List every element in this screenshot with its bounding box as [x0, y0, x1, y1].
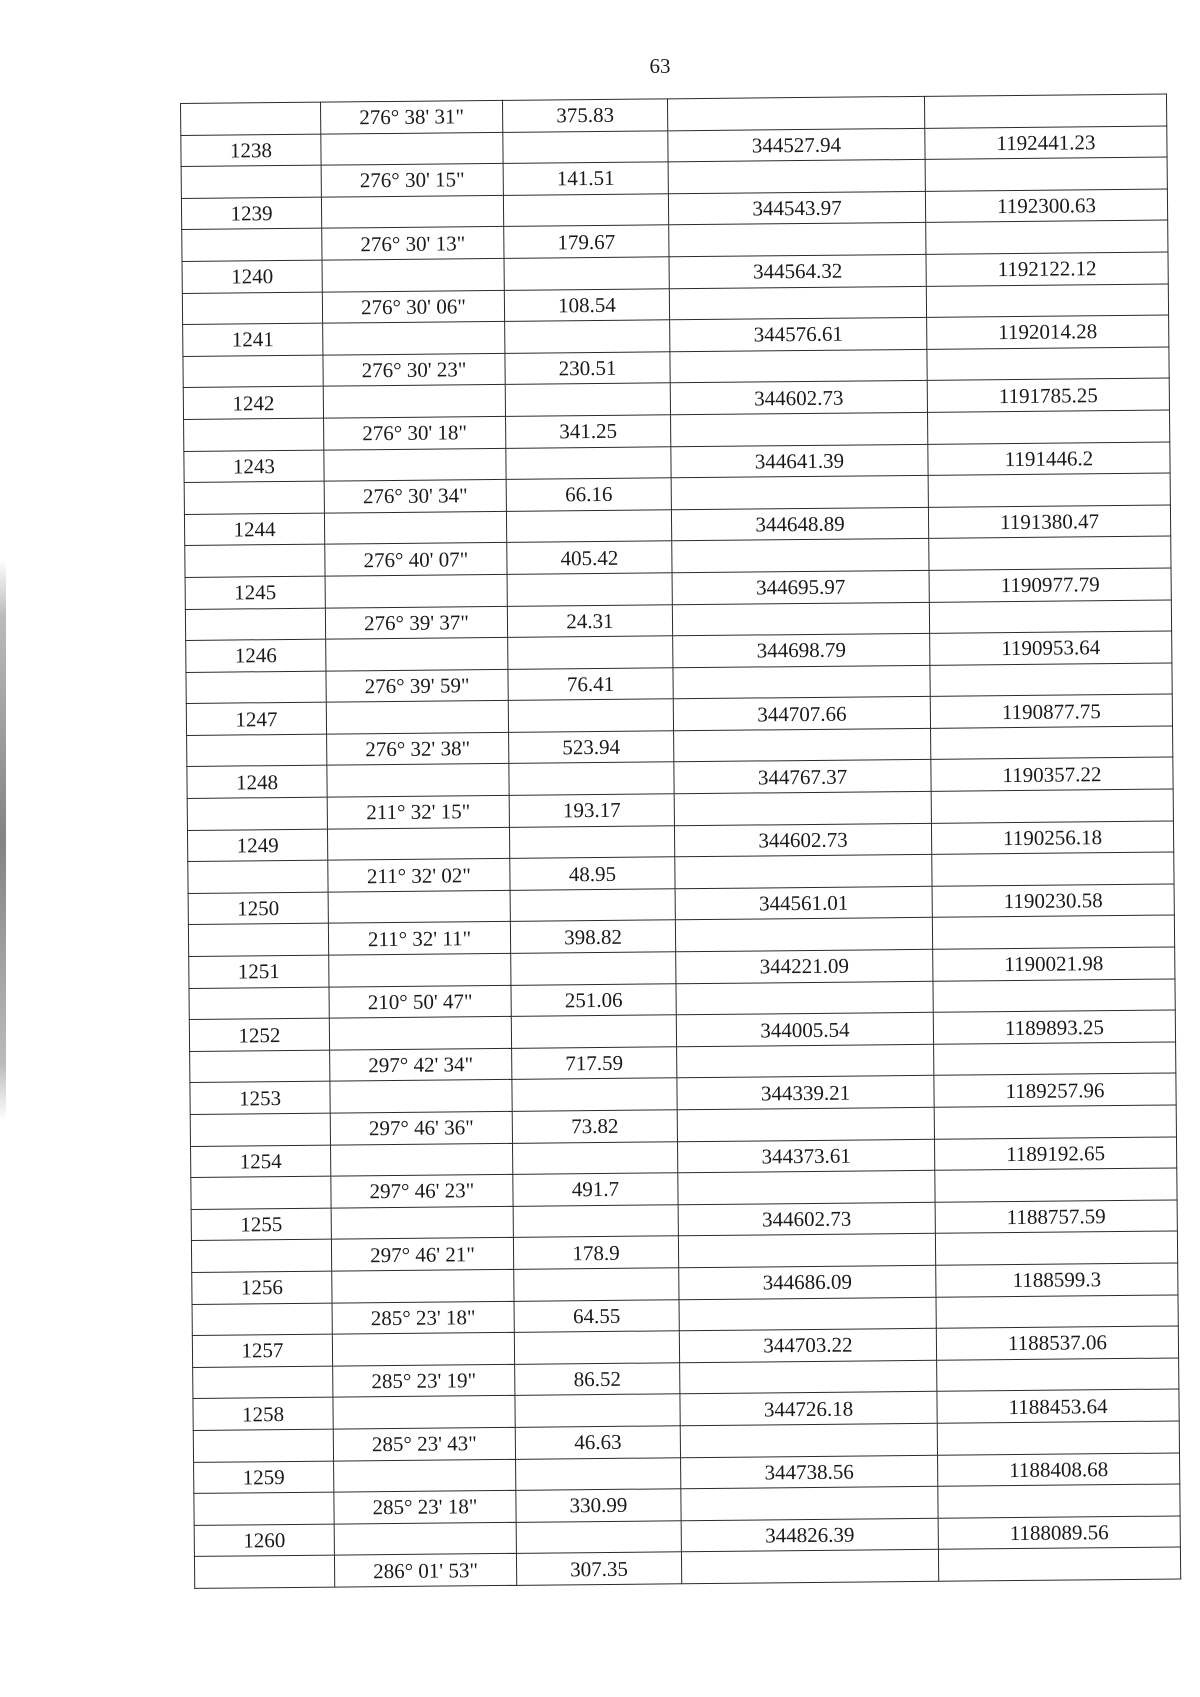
- easting-cell: [928, 410, 1170, 444]
- northing-cell: 344686.09: [679, 1265, 936, 1299]
- point-id-cell: 1251: [189, 955, 329, 988]
- distance-cell: 141.51: [503, 162, 668, 195]
- scan-edge-shadow: [0, 560, 6, 1120]
- survey-traverse-table: [180, 94, 1181, 1589]
- bearing-cell: [332, 1269, 514, 1302]
- bearing-cell: 276° 38' 31": [320, 100, 502, 133]
- bearing-cell: [324, 448, 506, 481]
- northing-cell: 344005.54: [676, 1013, 933, 1047]
- northing-cell: 344543.97: [668, 191, 925, 225]
- northing-cell: 344602.73: [670, 381, 927, 415]
- point-id-cell: 1244: [184, 513, 324, 546]
- easting-cell: 1190977.79: [929, 568, 1171, 602]
- northing-cell: [671, 475, 928, 509]
- bearing-cell: [331, 1143, 513, 1176]
- northing-cell: 344726.18: [680, 1392, 937, 1426]
- point-id-cell: 1240: [182, 260, 322, 293]
- easting-cell: [929, 600, 1171, 634]
- bearing-cell: 285° 23' 19": [333, 1364, 515, 1397]
- easting-cell: [938, 1547, 1180, 1581]
- easting-cell: 1190230.58: [932, 884, 1174, 918]
- point-cell: [187, 797, 327, 830]
- bearing-cell: [324, 511, 506, 544]
- bearing-cell: 276° 30' 06": [322, 290, 504, 323]
- bearing-cell: 297° 46' 36": [330, 1111, 512, 1144]
- easting-cell: [931, 726, 1173, 760]
- distance-cell: 523.94: [509, 731, 674, 764]
- distance-cell: [509, 825, 674, 858]
- point-cell: [189, 987, 329, 1020]
- northing-cell: [678, 1234, 935, 1268]
- easting-cell: [937, 1358, 1179, 1392]
- bearing-cell: [331, 1206, 513, 1239]
- easting-cell: [936, 1295, 1178, 1329]
- bearing-cell: [332, 1333, 514, 1366]
- bearing-cell: [322, 258, 504, 291]
- distance-cell: [516, 1520, 681, 1553]
- point-id-cell: 1248: [187, 766, 327, 799]
- distance-cell: 375.83: [502, 99, 667, 132]
- northing-cell: 344698.79: [673, 633, 930, 667]
- table-body: [181, 94, 1181, 1588]
- bearing-cell: 276° 30' 23": [323, 353, 505, 386]
- easting-cell: [934, 1105, 1176, 1139]
- bearing-cell: [323, 385, 505, 418]
- distance-cell: 64.55: [514, 1299, 679, 1332]
- northing-cell: 344648.89: [671, 507, 928, 541]
- distance-cell: [511, 952, 676, 985]
- northing-cell: 344695.97: [672, 570, 929, 604]
- easting-cell: 1191446.2: [928, 442, 1170, 476]
- easting-cell: 1191785.25: [927, 378, 1169, 412]
- northing-cell: 344564.32: [669, 254, 926, 288]
- point-id-cell: 1250: [188, 892, 328, 925]
- bearing-cell: [334, 1459, 516, 1492]
- bearing-cell: 210° 50' 47": [329, 985, 511, 1018]
- bearing-cell: 276° 32' 38": [327, 732, 509, 765]
- distance-cell: [503, 130, 668, 163]
- easting-cell: [931, 789, 1173, 823]
- northing-cell: [667, 96, 924, 130]
- northing-cell: [677, 1107, 934, 1141]
- easting-cell: 1189192.65: [934, 1137, 1176, 1171]
- bearing-cell: [326, 637, 508, 670]
- easting-cell: 1192300.63: [925, 189, 1167, 223]
- easting-cell: [930, 663, 1172, 697]
- northing-cell: [673, 665, 930, 699]
- northing-cell: [668, 160, 925, 194]
- easting-cell: 1190357.22: [931, 757, 1173, 791]
- northing-cell: [680, 1360, 937, 1394]
- easting-cell: [925, 157, 1167, 191]
- distance-cell: 46.63: [515, 1426, 680, 1459]
- easting-cell: 1191380.47: [928, 505, 1170, 539]
- northing-cell: [675, 855, 932, 889]
- northing-cell: 344602.73: [674, 823, 931, 857]
- easting-cell: 1192014.28: [927, 315, 1169, 349]
- bearing-cell: 211° 32' 15": [327, 795, 509, 828]
- distance-cell: [506, 446, 671, 479]
- easting-cell: [933, 979, 1175, 1013]
- easting-cell: [935, 1231, 1177, 1265]
- easting-cell: 1190877.75: [930, 694, 1172, 728]
- point-cell: [181, 102, 321, 135]
- easting-cell: 1190953.64: [930, 631, 1172, 665]
- distance-cell: [512, 1078, 677, 1111]
- northing-cell: 344221.09: [676, 949, 933, 983]
- easting-cell: 1188089.56: [938, 1516, 1180, 1550]
- bearing-cell: [333, 1396, 515, 1429]
- point-id-cell: 1243: [184, 450, 324, 483]
- distance-cell: [515, 1394, 680, 1427]
- bearing-cell: [327, 827, 509, 860]
- easting-cell: [932, 852, 1174, 886]
- distance-cell: 179.67: [504, 225, 669, 258]
- easting-cell: 1188537.06: [936, 1326, 1178, 1360]
- distance-cell: [507, 573, 672, 606]
- bearing-cell: [321, 195, 503, 228]
- easting-cell: [932, 915, 1174, 949]
- bearing-cell: 276° 30' 13": [322, 227, 504, 260]
- easting-cell: [929, 536, 1171, 570]
- point-cell: [182, 229, 322, 262]
- page-number: 63: [649, 54, 671, 78]
- point-id-cell: 1254: [191, 1145, 331, 1178]
- northing-cell: [679, 1297, 936, 1331]
- point-cell: [183, 355, 323, 388]
- point-id-cell: 1238: [181, 134, 321, 167]
- bearing-cell: [329, 1017, 511, 1050]
- easting-cell: [934, 1042, 1176, 1076]
- northing-cell: [681, 1550, 938, 1584]
- point-cell: [186, 671, 326, 704]
- northing-cell: 344826.39: [681, 1518, 938, 1552]
- point-cell: [191, 1239, 331, 1272]
- point-cell: [190, 1113, 330, 1146]
- point-cell: [182, 292, 322, 325]
- bearing-cell: 276° 30' 15": [321, 164, 503, 197]
- distance-cell: 76.41: [508, 667, 673, 700]
- distance-cell: [503, 194, 668, 227]
- bearing-cell: 276° 30' 18": [324, 416, 506, 449]
- northing-cell: [669, 223, 926, 257]
- northing-cell: 344561.01: [675, 886, 932, 920]
- bearing-cell: 285° 23' 18": [332, 1301, 514, 1334]
- easting-cell: [924, 94, 1166, 128]
- distance-cell: [510, 889, 675, 922]
- distance-cell: 48.95: [510, 857, 675, 890]
- point-id-cell: 1249: [187, 829, 327, 862]
- bearing-cell: [330, 1080, 512, 1113]
- northing-cell: [674, 728, 931, 762]
- easting-cell: 1190021.98: [933, 947, 1175, 981]
- bearing-cell: 276° 39' 59": [326, 669, 508, 702]
- bearing-cell: 211° 32' 11": [328, 922, 510, 955]
- point-id-cell: 1257: [192, 1334, 332, 1367]
- bearing-cell: 297° 46' 23": [331, 1175, 513, 1208]
- point-cell: [185, 544, 325, 577]
- distance-cell: 251.06: [511, 983, 676, 1016]
- northing-cell: [670, 349, 927, 383]
- northing-cell: [680, 1423, 937, 1457]
- point-id-cell: 1260: [194, 1524, 334, 1557]
- point-id-cell: 1242: [183, 386, 323, 419]
- point-id-cell: 1241: [183, 323, 323, 356]
- bearing-cell: 297° 46' 21": [331, 1238, 513, 1271]
- point-id-cell: 1245: [185, 576, 325, 609]
- northing-cell: [669, 286, 926, 320]
- northing-cell: [676, 981, 933, 1015]
- point-cell: [188, 924, 328, 957]
- point-id-cell: 1247: [186, 702, 326, 735]
- bearing-cell: [325, 574, 507, 607]
- point-cell: [181, 165, 321, 198]
- easting-cell: [935, 1168, 1177, 1202]
- easting-cell: 1189893.25: [933, 1010, 1175, 1044]
- bearing-cell: [321, 132, 503, 165]
- northing-cell: 344602.73: [678, 1202, 935, 1236]
- northing-cell: [681, 1486, 938, 1520]
- northing-cell: 344703.22: [679, 1328, 936, 1362]
- point-id-cell: 1252: [189, 1018, 329, 1051]
- northing-cell: [675, 918, 932, 952]
- point-cell: [192, 1303, 332, 1336]
- point-cell: [193, 1366, 333, 1399]
- distance-cell: 398.82: [510, 920, 675, 953]
- distance-cell: [512, 1141, 677, 1174]
- northing-cell: [672, 602, 929, 636]
- point-id-cell: 1256: [192, 1271, 332, 1304]
- distance-cell: [508, 636, 673, 669]
- distance-cell: [509, 762, 674, 795]
- point-id-cell: 1258: [193, 1397, 333, 1430]
- bearing-cell: 297° 42' 34": [330, 1048, 512, 1081]
- distance-cell: 66.16: [506, 478, 671, 511]
- point-cell: [194, 1555, 334, 1588]
- easting-cell: [938, 1484, 1180, 1518]
- easting-cell: 1192122.12: [926, 252, 1168, 286]
- distance-cell: 193.17: [509, 794, 674, 827]
- northing-cell: 344339.21: [677, 1076, 934, 1110]
- bearing-cell: [329, 953, 511, 986]
- point-cell: [193, 1429, 333, 1462]
- bearing-cell: [328, 890, 510, 923]
- distance-cell: 307.35: [516, 1552, 681, 1585]
- easting-cell: 1188453.64: [937, 1389, 1179, 1423]
- point-cell: [184, 481, 324, 514]
- distance-cell: [505, 383, 670, 416]
- northing-cell: [671, 412, 928, 446]
- easting-cell: [927, 347, 1169, 381]
- point-cell: [185, 608, 325, 641]
- bearing-cell: [334, 1522, 516, 1555]
- point-id-cell: 1253: [190, 1082, 330, 1115]
- northing-cell: 344767.37: [674, 760, 931, 794]
- bearing-cell: 276° 30' 34": [324, 480, 506, 513]
- distance-cell: [508, 699, 673, 732]
- distance-cell: 230.51: [505, 352, 670, 385]
- distance-cell: 717.59: [512, 1047, 677, 1080]
- distance-cell: [505, 320, 670, 353]
- easting-cell: [928, 473, 1170, 507]
- point-id-cell: 1246: [186, 639, 326, 672]
- point-cell: [190, 1050, 330, 1083]
- northing-cell: 344576.61: [670, 317, 927, 351]
- easting-cell: 1189257.96: [934, 1073, 1176, 1107]
- point-cell: [191, 1176, 331, 1209]
- distance-cell: 24.31: [507, 604, 672, 637]
- bearing-cell: [327, 764, 509, 797]
- distance-cell: 405.42: [507, 541, 672, 574]
- easting-cell: [926, 284, 1168, 318]
- distance-cell: [516, 1457, 681, 1490]
- distance-cell: 330.99: [516, 1489, 681, 1522]
- bearing-cell: 276° 40' 07": [325, 543, 507, 576]
- northing-cell: [678, 1170, 935, 1204]
- distance-cell: 341.25: [506, 415, 671, 448]
- point-cell: [188, 860, 328, 893]
- easting-cell: 1188599.3: [936, 1263, 1178, 1297]
- distance-cell: 108.54: [504, 288, 669, 321]
- northing-cell: [672, 539, 929, 573]
- bearing-cell: 285° 23' 43": [333, 1427, 515, 1460]
- easting-cell: 1188757.59: [935, 1200, 1177, 1234]
- distance-cell: 86.52: [515, 1363, 680, 1396]
- distance-cell: [513, 1205, 678, 1238]
- distance-cell: [514, 1331, 679, 1364]
- easting-cell: 1192441.23: [925, 126, 1167, 160]
- easting-cell: [937, 1421, 1179, 1455]
- distance-cell: 178.9: [513, 1236, 678, 1269]
- northing-cell: 344527.94: [668, 128, 925, 162]
- distance-cell: [511, 1015, 676, 1048]
- northing-cell: 344738.56: [681, 1455, 938, 1489]
- point-id-cell: 1255: [191, 1208, 331, 1241]
- point-id-cell: 1259: [194, 1461, 334, 1494]
- northing-cell: 344373.61: [677, 1139, 934, 1173]
- easting-cell: 1190256.18: [931, 821, 1173, 855]
- bearing-cell: 211° 32' 02": [328, 859, 510, 892]
- northing-cell: [674, 791, 931, 825]
- northing-cell: 344707.66: [673, 697, 930, 731]
- distance-cell: [506, 510, 671, 543]
- distance-cell: 73.82: [512, 1110, 677, 1143]
- easting-cell: 1188408.68: [938, 1452, 1180, 1486]
- bearing-cell: 276° 39' 37": [325, 606, 507, 639]
- bearing-cell: 286° 01' 53": [334, 1554, 516, 1587]
- point-cell: [194, 1492, 334, 1525]
- distance-cell: 491.7: [513, 1173, 678, 1206]
- easting-cell: [926, 220, 1168, 254]
- northing-cell: 344641.39: [671, 444, 928, 478]
- northing-cell: [677, 1044, 934, 1078]
- point-cell: [187, 734, 327, 767]
- bearing-cell: [323, 322, 505, 355]
- distance-cell: [504, 257, 669, 290]
- bearing-cell: [326, 701, 508, 734]
- point-cell: [184, 418, 324, 451]
- distance-cell: [514, 1268, 679, 1301]
- bearing-cell: 285° 23' 18": [334, 1490, 516, 1523]
- point-id-cell: 1239: [181, 197, 321, 230]
